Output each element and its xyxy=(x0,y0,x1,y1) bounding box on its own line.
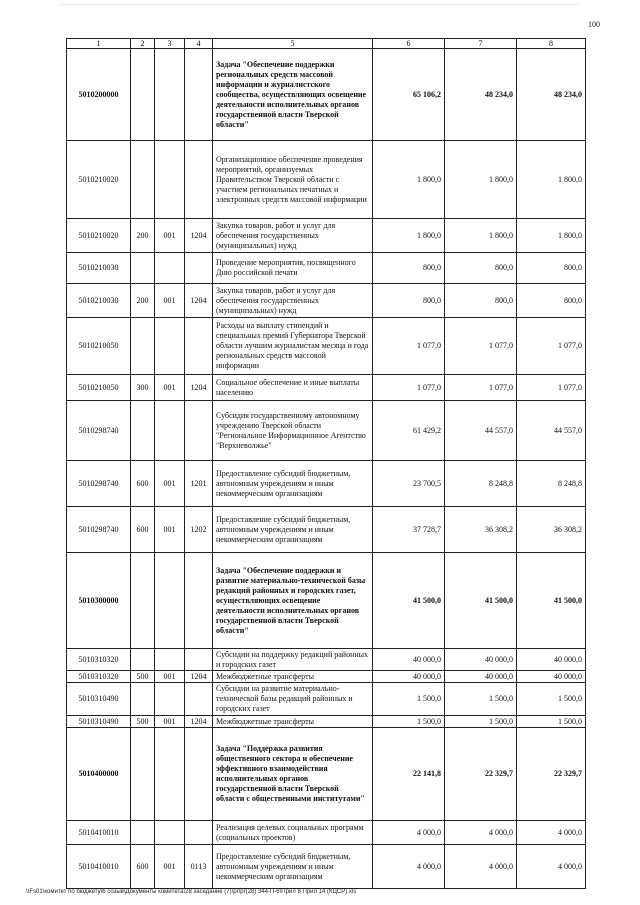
cell-amount-col8: 800,0 xyxy=(517,284,586,318)
column-header: 6 xyxy=(373,39,445,49)
cell-description: Социальное обеспечение и иные выплаты населению xyxy=(213,375,373,401)
cell-amount-col6: 22 141,8 xyxy=(373,728,445,821)
cell-description: Задача "Обеспечение поддержки и развитие материально-технической базы редакций районных и городских газет, осуществляющих освещение деятельности исполнительных органов государственной власти Тверской области" xyxy=(213,553,373,649)
cell-amount-col7: 41 500,0 xyxy=(445,553,517,649)
cell-amount-col6: 40 000,0 xyxy=(373,649,445,671)
cell-expense-type xyxy=(131,318,155,375)
column-header: 5 xyxy=(213,39,373,49)
cell-amount-col8: 48 234,0 xyxy=(517,49,586,141)
cell-section: 001 xyxy=(155,671,185,683)
table-row xyxy=(67,141,586,219)
cell-amount-col6: 40 000,0 xyxy=(373,671,445,683)
cell-amount-col7: 1 500,0 xyxy=(445,683,517,716)
cell-amount-col8: 40 000,0 xyxy=(517,649,586,671)
cell-expense-type xyxy=(131,683,155,716)
table-row xyxy=(67,401,586,461)
cell-section xyxy=(155,553,185,649)
cell-subsection: 1204 xyxy=(185,375,213,401)
cell-code: 5010310320 xyxy=(67,671,131,683)
cell-description: Задача "Обеспечение поддержки региональных средств массовой информации и журналистского сообщества, осуществляющих освещение деятельности исполнительных органов государственной власти Тверской области" xyxy=(213,49,373,141)
cell-amount-col8: 41 500,0 xyxy=(517,553,586,649)
cell-amount-col8: 36 308,2 xyxy=(517,507,586,553)
cell-description: Реализация целевых социальных программ (социальных проектов) xyxy=(213,821,373,845)
cell-expense-type: 500 xyxy=(131,671,155,683)
cell-section: 001 xyxy=(155,845,185,889)
cell-amount-col7: 1 500,0 xyxy=(445,716,517,728)
cell-amount-col6: 4 000,0 xyxy=(373,845,445,889)
cell-description: Закупка товаров, работ и услуг для обеспечения государственных (муниципальных) нужд xyxy=(213,284,373,318)
table-row xyxy=(67,49,586,141)
cell-expense-type: 300 xyxy=(131,375,155,401)
cell-expense-type xyxy=(131,141,155,219)
cell-amount-col6: 61 429,2 xyxy=(373,401,445,461)
table-row xyxy=(67,683,586,716)
cell-section xyxy=(155,49,185,141)
cell-subsection: 0113 xyxy=(185,845,213,889)
cell-amount-col6: 800,0 xyxy=(373,253,445,284)
cell-section: 001 xyxy=(155,716,185,728)
column-header: 7 xyxy=(445,39,517,49)
cell-amount-col6: 37 728,7 xyxy=(373,507,445,553)
cell-section: 001 xyxy=(155,507,185,553)
cell-expense-type: 200 xyxy=(131,219,155,253)
table-row xyxy=(67,461,586,507)
column-header: 4 xyxy=(185,39,213,49)
cell-amount-col7: 44 557,0 xyxy=(445,401,517,461)
cell-code: 5010200000 xyxy=(67,49,131,141)
cell-description: Субсидия государственному автономному учреждению Тверской области "Региональное Информационное Агентство "Верхневолжье" xyxy=(213,401,373,461)
cell-amount-col7: 1 800,0 xyxy=(445,141,517,219)
cell-code: 5010310490 xyxy=(67,716,131,728)
cell-code: 5010298740 xyxy=(67,461,131,507)
cell-section xyxy=(155,253,185,284)
table-row xyxy=(67,219,586,253)
cell-expense-type xyxy=(131,253,155,284)
cell-expense-type: 500 xyxy=(131,716,155,728)
cell-amount-col8: 1 500,0 xyxy=(517,683,586,716)
column-header: 2 xyxy=(131,39,155,49)
cell-expense-type: 600 xyxy=(131,507,155,553)
cell-code: 5010400000 xyxy=(67,728,131,821)
cell-amount-col7: 1 077,0 xyxy=(445,375,517,401)
cell-expense-type xyxy=(131,821,155,845)
cell-code: 5010210020 xyxy=(67,141,131,219)
cell-code: 5010410010 xyxy=(67,845,131,889)
cell-section: 001 xyxy=(155,219,185,253)
cell-subsection: 1204 xyxy=(185,219,213,253)
table-row xyxy=(67,671,586,683)
cell-section xyxy=(155,649,185,671)
cell-amount-col8: 8 248,8 xyxy=(517,461,586,507)
cell-section: 001 xyxy=(155,461,185,507)
cell-description: Расходы на выплату стипендий и специальных премий Губернатора Тверской области лучшим журналистам месяца и года региональных средств массовой информации xyxy=(213,318,373,375)
cell-amount-col6: 1 800,0 xyxy=(373,141,445,219)
cell-subsection xyxy=(185,401,213,461)
cell-subsection xyxy=(185,141,213,219)
cell-section: 001 xyxy=(155,375,185,401)
cell-section xyxy=(155,141,185,219)
cell-expense-type: 200 xyxy=(131,284,155,318)
table-row xyxy=(67,318,586,375)
table-row xyxy=(67,649,586,671)
cell-amount-col8: 40 000,0 xyxy=(517,671,586,683)
cell-amount-col6: 41 500,0 xyxy=(373,553,445,649)
cell-subsection xyxy=(185,683,213,716)
column-header: 8 xyxy=(517,39,586,49)
cell-description: Субсидии на развитие материально-технической базы редакций районных и городских газет xyxy=(213,683,373,716)
cell-subsection xyxy=(185,553,213,649)
cell-code: 5010310490 xyxy=(67,683,131,716)
cell-amount-col8: 1 500,0 xyxy=(517,716,586,728)
cell-subsection: 1202 xyxy=(185,507,213,553)
cell-description: Межбюджетные трансферты xyxy=(213,671,373,683)
cell-amount-col6: 65 106,2 xyxy=(373,49,445,141)
cell-amount-col8: 1 077,0 xyxy=(517,318,586,375)
budget-table xyxy=(66,38,586,889)
cell-amount-col7: 800,0 xyxy=(445,253,517,284)
table-row xyxy=(67,728,586,821)
cell-expense-type xyxy=(131,401,155,461)
cell-amount-col7: 48 234,0 xyxy=(445,49,517,141)
cell-amount-col7: 4 000,0 xyxy=(445,821,517,845)
cell-amount-col7: 800,0 xyxy=(445,284,517,318)
cell-subsection: 1204 xyxy=(185,284,213,318)
cell-expense-type: 600 xyxy=(131,845,155,889)
cell-code: 5010298740 xyxy=(67,401,131,461)
page-number: 100 xyxy=(588,20,600,29)
cell-description: Предоставление субсидий бюджетным, автономным учреждениям и иным некоммерческим организациям xyxy=(213,845,373,889)
cell-amount-col8: 1 800,0 xyxy=(517,141,586,219)
cell-section xyxy=(155,821,185,845)
cell-subsection xyxy=(185,253,213,284)
column-header: 3 xyxy=(155,39,185,49)
table-row xyxy=(67,821,586,845)
cell-subsection xyxy=(185,649,213,671)
cell-section xyxy=(155,683,185,716)
cell-section xyxy=(155,401,185,461)
cell-subsection: 1201 xyxy=(185,461,213,507)
cell-description: Межбюджетные трансферты xyxy=(213,716,373,728)
cell-amount-col6: 1 800,0 xyxy=(373,219,445,253)
cell-subsection xyxy=(185,728,213,821)
cell-subsection xyxy=(185,821,213,845)
cell-code: 5010210030 xyxy=(67,284,131,318)
cell-section xyxy=(155,318,185,375)
cell-code: 5010310320 xyxy=(67,649,131,671)
cell-description: Организационное обеспечение проведения мероприятий, организуемых Правительством Тверской области с участием региональных печатных и электронных средств массовой информации xyxy=(213,141,373,219)
table-row xyxy=(67,553,586,649)
cell-code: 5010300000 xyxy=(67,553,131,649)
cell-amount-col7: 40 000,0 xyxy=(445,649,517,671)
table-row xyxy=(67,284,586,318)
cell-amount-col7: 4 000,0 xyxy=(445,845,517,889)
cell-amount-col8: 1 077,0 xyxy=(517,375,586,401)
cell-amount-col6: 23 700,5 xyxy=(373,461,445,507)
cell-amount-col6: 1 077,0 xyxy=(373,375,445,401)
cell-amount-col8: 800,0 xyxy=(517,253,586,284)
table-row xyxy=(67,507,586,553)
cell-amount-col7: 1 077,0 xyxy=(445,318,517,375)
cell-amount-col8: 4 000,0 xyxy=(517,845,586,889)
cell-subsection: 1204 xyxy=(185,716,213,728)
cell-amount-col7: 1 800,0 xyxy=(445,219,517,253)
cell-description: Проведение мероприятия, посвященного Дню российской печати xyxy=(213,253,373,284)
cell-amount-col6: 1 500,0 xyxy=(373,683,445,716)
table-header-row xyxy=(67,39,586,49)
cell-expense-type xyxy=(131,649,155,671)
file-path-footer: \\Fs01\комитет по бюджету\6 созыв\Документы комитета\28 заседание (7)\pr\pr(28) 344-П-6\Прил 8 Прил 14 (КЦСР).xls xyxy=(26,889,357,895)
cell-amount-col6: 4 000,0 xyxy=(373,821,445,845)
table-row xyxy=(67,253,586,284)
cell-amount-col6: 1 500,0 xyxy=(373,716,445,728)
cell-expense-type xyxy=(131,728,155,821)
cell-section: 001 xyxy=(155,284,185,318)
cell-amount-col6: 800,0 xyxy=(373,284,445,318)
cell-expense-type xyxy=(131,553,155,649)
cell-expense-type: 600 xyxy=(131,461,155,507)
cell-subsection xyxy=(185,49,213,141)
cell-description: Субсидии на поддержку редакций районных и городских газет xyxy=(213,649,373,671)
cell-code: 5010410010 xyxy=(67,821,131,845)
cell-amount-col8: 22 329,7 xyxy=(517,728,586,821)
table-row xyxy=(67,845,586,889)
cell-expense-type xyxy=(131,49,155,141)
scan-artifact xyxy=(60,4,580,6)
cell-section xyxy=(155,728,185,821)
cell-amount-col7: 22 329,7 xyxy=(445,728,517,821)
cell-code: 5010210050 xyxy=(67,318,131,375)
table-row xyxy=(67,375,586,401)
cell-code: 5010298740 xyxy=(67,507,131,553)
cell-description: Задача "Поддержка развития общественного сектора и обеспечение эффективного взаимодействия исполнительных органов государственной власти Тверской области с общественными институтами" xyxy=(213,728,373,821)
cell-subsection: 1204 xyxy=(185,671,213,683)
cell-amount-col8: 1 800,0 xyxy=(517,219,586,253)
cell-code: 5010210020 xyxy=(67,219,131,253)
cell-description: Закупка товаров, работ и услуг для обеспечения государственных (муниципальных) нужд xyxy=(213,219,373,253)
cell-amount-col8: 44 557,0 xyxy=(517,401,586,461)
cell-amount-col6: 1 077,0 xyxy=(373,318,445,375)
column-header: 1 xyxy=(67,39,131,49)
table-row xyxy=(67,716,586,728)
cell-description: Предоставление субсидий бюджетным, автономным учреждениям и иным некоммерческим организациям xyxy=(213,507,373,553)
cell-code: 5010210030 xyxy=(67,253,131,284)
cell-amount-col8: 4 000,0 xyxy=(517,821,586,845)
cell-amount-col7: 40 000,0 xyxy=(445,671,517,683)
cell-description: Предоставление субсидий бюджетным, автономным учреждениям и иным некоммерческим организациям xyxy=(213,461,373,507)
cell-amount-col7: 36 308,2 xyxy=(445,507,517,553)
cell-code: 5010210050 xyxy=(67,375,131,401)
cell-subsection xyxy=(185,318,213,375)
cell-amount-col7: 8 248,8 xyxy=(445,461,517,507)
